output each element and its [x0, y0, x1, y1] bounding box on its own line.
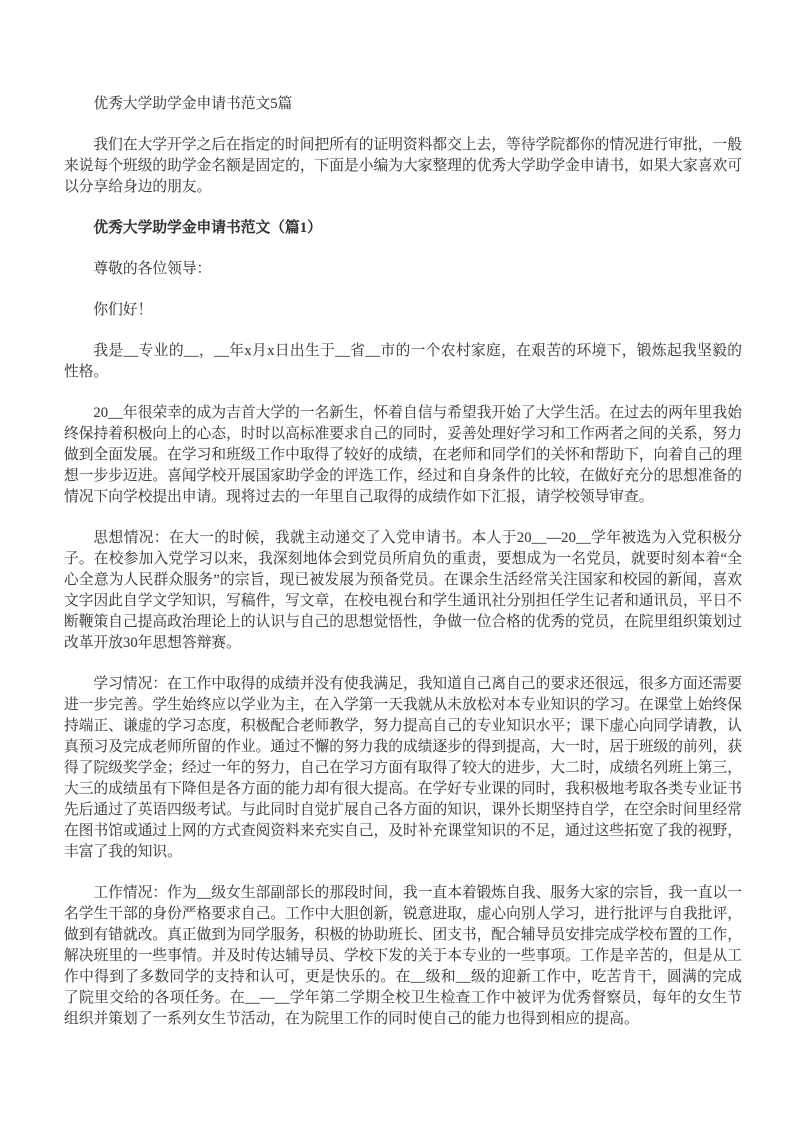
- paragraph-thought-situation: 思想情况：在大一的时候，我就主动递交了入党申请书。本人于20__—20__学年被选为入党积极分子。在校参加入党学习以来，我深刻地体会到党员所肩负的重责，要想成为一名党员，就要时刻本着“全心全意为人民群众服务”的宗旨，现已被发展为预备党员。在课余生活经常关注国家和校园的新闻，喜欢文字因此自学文学知识，写稿件，写文章，在校电视台和学生通讯社分别担任学生记者和通讯员，平日不断鞭策自己提高政治理论上的认识与自己的思想觉悟性，争做一位合格的优秀的党员，在院里组织策划过改革开放30年思想答辩赛。: [64, 530, 742, 651]
- salutation: 尊敬的各位领导：: [93, 261, 212, 277]
- intro-paragraph: 我们在大学开学之后在指定的时间把所有的证明资料都交上去，等待学院都你的情况进行审批，一般来说每个班级的助学金名额是固定的，下面是小编为大家整理的优秀大学助学金申请书，如果大家喜欢可以分享给身边的朋友。: [64, 137, 742, 195]
- doc-title: 优秀大学助学金申请书范文5篇: [93, 96, 293, 112]
- paragraph-work-situation: 工作情况：作为__级女生部副部长的那段时间，我一直本着锻炼自我、服务大家的宗旨，我一直以一名学生干部的身份严格要求自己。工作中大胆创新，锐意进取，虚心向别人学习，进行批评与自我批评，做到有错就改。真正做到为同学服务，积极的协助班长、团支书，配合辅导员安排完成学校布置的工作，解决班里的一些事情。并及时传达辅导员、学校下发的关于本专业的一些事项。工作是辛苦的，但是从工作中得到了多数同学的支持和认可，更是快乐的。在__级和__级的迎新工作中，吃苦肯干，圆满的完成了院里交给的各项任务。在__—__学年第二学期全校卫生检查工作中被评为优秀督察员，每年的女生节组织并策划了一系列女生节活动，在为院里工作的同时使自己的能力也得到相应的提高。: [64, 885, 742, 1027]
- paragraph-background: 20__年很荣幸的成为吉首大学的一名新生，怀着自信与希望我开始了大学生活。在过去的两年里我始终保持着积极向上的心态，时时以高标准要求自己的同时，妥善处理好学习和工作两者之间的关系，努力做到全面发展。在学习和班级工作中取得了较好的成绩，在老师和同学们的关怀和帮助下，向着自己的理想一步步迈进。喜闻学校开展国家助学金的评选工作，经过和自身条件的比较，在做好充分的思想准备的情况下向学校提出申请。现将过去的一年里自己取得的成绩作如下汇报，请学校领导审查。: [64, 405, 742, 505]
- paragraph-study-situation: 学习情况：在工作中取得的成绩并没有使我满足，我知道自己离自己的要求还很远，很多方面还需要进一步完善。学生始终应以学业为主，在入学第一天我就从未放松对本专业知识的学习。在课堂上始终保持端正、谦虚的学习态度，积极配合老师教学，努力提高自己的专业知识水平；课下虚心向同学请教，认真预习及完成老师所留的作业。通过不懈的努力我的成绩逐步的得到提高，大一时，居于班级的前列，获得了院级奖学金；经过一年的努力，自己在学习方面有取得了较大的进步，大二时，成绩名列班上第三，大三的成绩虽有下降但是各方面的能力却有很大提高。在学好专业课的同时，我积极地考取各类专业证书先后通过了英语四级考试。与此同时自觉扩展自己各方面的知识，课外长期坚持自学，在空余时间里经常在图书馆或通过上网的方式查阅资料来充实自己，及时补充课堂知识的不足，通过这些拓宽了我的视野，丰富了我的知识。: [64, 676, 742, 860]
- paragraph-self-introduction: 我是__专业的__，__年x月x日出生于__省__市的一个农村家庭，在艰苦的环境下，锻炼起我坚毅的性格。: [64, 343, 742, 380]
- greeting: 你们好！: [93, 302, 153, 318]
- section-heading: 优秀大学助学金申请书范文（篇1）: [93, 220, 322, 236]
